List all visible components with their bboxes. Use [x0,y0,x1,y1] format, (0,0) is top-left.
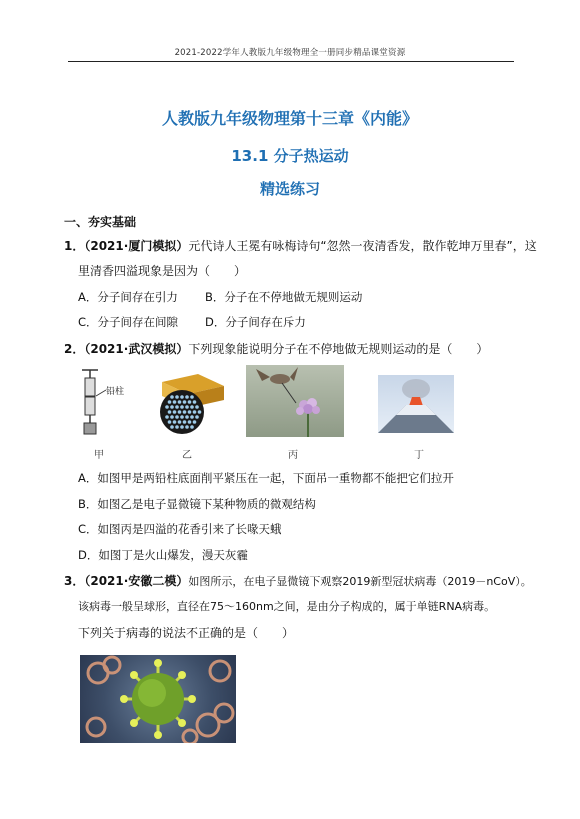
q1-line1 [64,238,537,254]
figure-volcano [378,375,454,433]
q2-source-tag: （2021·武汉模拟） [84,342,189,356]
q2-option-c: C．如图丙是四溢的花香引来了长喙天蛾 [78,522,282,536]
q1-option-c: C．分子间存在间隙 [78,315,179,329]
part-heading: 一、夯实基础 [64,215,137,229]
figure-coronavirus [80,655,236,743]
q3-stem-c: 下列关于病毒的说法不正确的是（ ） [78,626,295,640]
q2-line1 [64,341,488,357]
figure-microstructure [152,368,230,438]
q3-stem-a: 如图所示，在电子显微镜下观察2019新型冠状病毒（2019－nCoV）。 [188,575,532,588]
q3-stem-b: 该病毒一般呈球形，直径在75～160nm之间，是由分子构成的，属于单链RNA病毒。 [78,600,496,613]
q2-number: 2． [64,342,85,356]
exercise-title: 精选练习 [259,180,320,198]
q1-stem-b: 里清香四溢现象是因为（ ） [78,264,247,278]
q1-option-a: A．分子间存在引力 [78,290,178,304]
q1-stem-a: 元代诗人王冕有咏梅诗句“忽然一夜清香发，散作乾坤万里春”，这 [188,239,537,253]
header-divider [68,61,514,62]
q2-option-b: B．如图乙是电子显微镜下某种物质的微观结构 [78,497,316,511]
figure-flower-moth [246,365,344,437]
page-header: 2021-2022学年人教版九年级物理全一册同步精品课堂资源 [174,48,406,58]
q1-option-b: B．分子在不停地做无规则运动 [205,290,363,304]
q1-option-d: D．分子间存在斥力 [205,315,306,329]
q2-option-d: D．如图丁是火山爆发，漫天灰霾 [78,548,248,562]
section-title: 13.1 分子热运动 [231,147,349,165]
q3-source-tag: （2021·安徽二模） [84,574,189,588]
q1-source-tag: （2021·厦门模拟） [84,239,189,253]
figure-lead-cylinders [78,368,138,438]
figure-label-bing: 丙 [288,450,298,461]
lead-label: 铅柱 [106,387,125,397]
figure-label-jia: 甲 [94,450,104,461]
q1-number: 1． [64,239,85,253]
chapter-title: 人教版九年级物理第十三章《内能》 [161,109,418,128]
q2-option-a: A．如图甲是两铅柱底面削平紧压在一起，下面吊一重物都不能把它们拉开 [78,471,454,485]
q3-line1 [64,573,532,590]
q3-number: 3． [64,574,85,588]
figure-label-yi: 乙 [182,450,192,461]
q2-stem: 下列现象能说明分子在不停地做无规则运动的是（ ） [188,342,489,356]
figure-label-ding: 丁 [414,450,424,461]
